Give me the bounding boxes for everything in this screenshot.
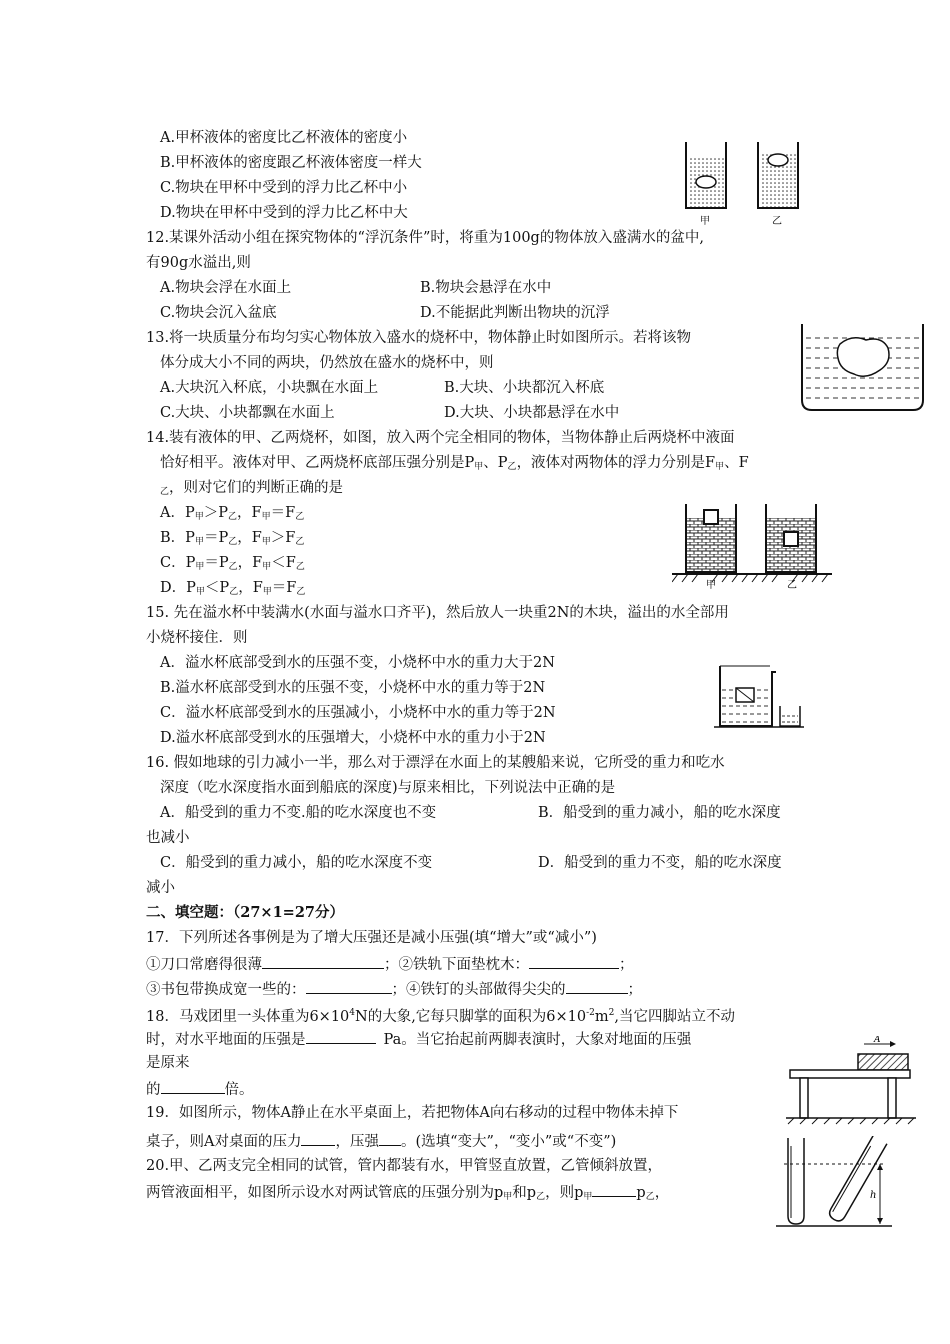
q17-blank-3[interactable] <box>306 979 392 994</box>
q17-line2: ③书包带换成宽一些的： ；④铁钉的头部做得尖尖的 ； <box>146 979 642 999</box>
q14-beakers-figure <box>672 500 834 590</box>
q14-option-c: C．$P_甲=P_乙$，$F_甲<F_乙$ <box>160 555 305 572</box>
q16-option-d: D．船受到的重力不变，船的吃水深度 <box>538 855 782 871</box>
height-label: h <box>870 1190 877 1201</box>
q20-line2: 两管液面相平，如图所示设水对两试管底的压强分别为$p_甲$和$p_乙$，则$p_甲$ $p_乙$， <box>146 1182 669 1206</box>
q20-test-tubes-figure <box>772 1136 900 1232</box>
beaker-label-jia: 甲 <box>700 216 710 227</box>
q12-stem-line1: 12.某课外活动小组在探究物体的“浮沉条件”时，将重为100g的物体放入盛满水的盆中, <box>146 230 704 246</box>
q13-option-d: D.大块、小块都悬浮在水中 <box>444 405 620 421</box>
object-jia <box>704 510 718 524</box>
q17-blank-4[interactable] <box>566 979 628 994</box>
q11-option-c: C.物块在甲杯中受到的浮力比乙杯中小 <box>160 180 408 196</box>
q15-option-d: D.溢水杯底部受到水的压强增大，小烧杯中水的重力小于2N <box>160 730 546 746</box>
q12-option-b: B.物块会悬浮在水中 <box>420 280 552 296</box>
q18-line2: 时，对水平地面的压强是 Pa。当它抬起前两脚表演时，大象对地面的压强 <box>146 1029 691 1049</box>
q16-stem-line2: 深度（吃水深度指水面到船底的深度)与原来相比，下列说法中正确的是 <box>160 780 616 796</box>
q16-option-d-cont: 减小 <box>146 880 175 896</box>
beaker-jia <box>686 142 726 227</box>
q19-blank-2[interactable] <box>379 1131 401 1146</box>
test-tube-yi <box>827 1136 887 1223</box>
q18-line1: 18．马戏团里一头体重为$6\times 10^4N$的大象,它每只脚掌的面积为$6\times 10^{-2}m^2$,当它四脚站立不动 <box>146 1008 736 1025</box>
q17-line1: ①刀口常磨得很薄 ；②铁轨下面垫枕木： ； <box>146 954 634 974</box>
section-2-heading: 二、填空题：（27×1=27分） <box>146 904 344 921</box>
q18-line4: 的 倍。 <box>146 1079 254 1099</box>
q16-option-c: C．船受到的重力减小，船的吃水深度不变 <box>160 855 433 871</box>
q16-option-a: A．船受到的重力不变.船的吃水深度也不变 <box>160 805 437 821</box>
q15-stem-line1: 15. 先在溢水杯中装满水(水面与溢水口齐平)，然后放人一块重2N的木块，溢出的水全部用 <box>146 605 729 621</box>
q12-option-c: C.物块会沉入盆底 <box>160 305 277 321</box>
q19-line2: 桌子，则A对桌面的压力 ，压强 。(选填“变大”，“变小”或“不变”) <box>146 1131 616 1151</box>
q13-stem-line2: 体分成大小不同的两块，仍然放在盛水的烧杯中，则 <box>160 355 494 371</box>
q13-option-a: A.大块沉入杯底，小块飘在水面上 <box>160 380 379 396</box>
test-tube-jia <box>788 1138 804 1224</box>
q14-stem-line3: $_乙$，则对它们的判断正确的是 <box>160 480 344 497</box>
q19-table-figure <box>786 1036 926 1126</box>
q18-blank-1[interactable] <box>306 1029 376 1044</box>
q19-blank-1[interactable] <box>301 1131 335 1146</box>
q14-stem-line2: 恰好相平。液体对甲、乙两烧杯底部压强分别是$P_甲$、$P_乙$，液体对两物体的浮力分别是$F_甲$、F <box>160 455 749 472</box>
object-a <box>858 1054 908 1070</box>
q15-option-c: C．溢水杯底部受到水的压强减小，小烧杯中水的重力等于2N <box>160 705 556 721</box>
beaker-label-jia: 甲 <box>706 580 716 590</box>
q13-option-b: B.大块、小块都沉入杯底 <box>444 380 605 396</box>
q13-option-c: C.大块、小块都飘在水面上 <box>160 405 335 421</box>
q18-line3: 是原来 <box>146 1055 190 1071</box>
object-yi <box>784 532 798 546</box>
q17-blank-1[interactable] <box>262 954 384 969</box>
object-a-label: A <box>874 1036 881 1045</box>
q16-option-b-cont: 也减小 <box>146 830 190 846</box>
q16-option-b: B．船受到的重力减小，船的吃水深度 <box>538 805 781 821</box>
q20-line1: 20.甲、乙两支完全相同的试管，管内都装有水，甲管竖直放置，乙管倾斜放置， <box>146 1158 663 1174</box>
floating-object <box>837 338 889 377</box>
q14-option-a: A．$P_甲>P_乙$，$F_甲=F_乙$ <box>160 505 305 522</box>
beaker-label-yi: 乙 <box>787 580 797 590</box>
q12-option-d: D.不能据此判断出物块的沉浮 <box>420 305 610 321</box>
q11-option-d: D.物块在甲杯中受到的浮力比乙杯中大 <box>160 205 408 221</box>
q15-overflow-cup-figure <box>714 660 806 730</box>
q11-option-a: A.甲杯液体的密度比乙杯液体的密度小 <box>160 130 408 146</box>
q11-option-b: B.甲杯液体的密度跟乙杯液体密度一样大 <box>160 155 422 171</box>
q15-option-a: A．溢水杯底部受到水的压强不变，小烧杯中水的重力大于2N <box>160 655 555 671</box>
q14-option-b: B．$P_甲=P_乙$，$F_甲>F_乙$ <box>160 530 305 547</box>
beaker-yi <box>758 142 798 227</box>
q15-stem-line2: 小烧杯接住．则 <box>146 630 248 646</box>
q17-blank-2[interactable] <box>529 954 619 969</box>
q18-blank-2[interactable] <box>161 1079 225 1094</box>
q13-beaker-figure <box>800 322 925 414</box>
q20-blank-1[interactable] <box>592 1182 636 1197</box>
q19-line1: 19．如图所示，物体A静止在水平桌面上，若把物体A向右移动的过程中物体未掉下 <box>146 1105 679 1121</box>
q16-stem-line1: 16. 假如地球的引力减小一半，那么对于漂浮在水面上的某艘船来说，它所受的重力和吃水 <box>146 755 725 771</box>
q13-stem-line1: 13.将一块质量分布均匀实心物体放入盛水的烧杯中，物体静止时如图所示。若将该物 <box>146 330 692 346</box>
q15-option-b: B.溢水杯底部受到水的压强不变，小烧杯中水的重力等于2N <box>160 680 546 696</box>
q14-option-d: D．$P_甲<P_乙$，$F_甲=F_乙$ <box>160 580 306 597</box>
q12-option-a: A.物块会浮在水面上 <box>160 280 292 296</box>
q11-beakers-figure <box>678 138 808 228</box>
beaker-label-yi: 乙 <box>772 216 782 227</box>
q17-stem: 17．下列所述各事例是为了增大压强还是减小压强(填“增大”或“减小”) <box>146 930 597 946</box>
q14-stem-line1: 14.装有液体的甲、乙两烧杯，如图，放入两个完全相同的物体，当物体静止后两烧杯中液面 <box>146 430 735 446</box>
q12-stem-line2: 有90g水溢出,则 <box>146 255 251 271</box>
